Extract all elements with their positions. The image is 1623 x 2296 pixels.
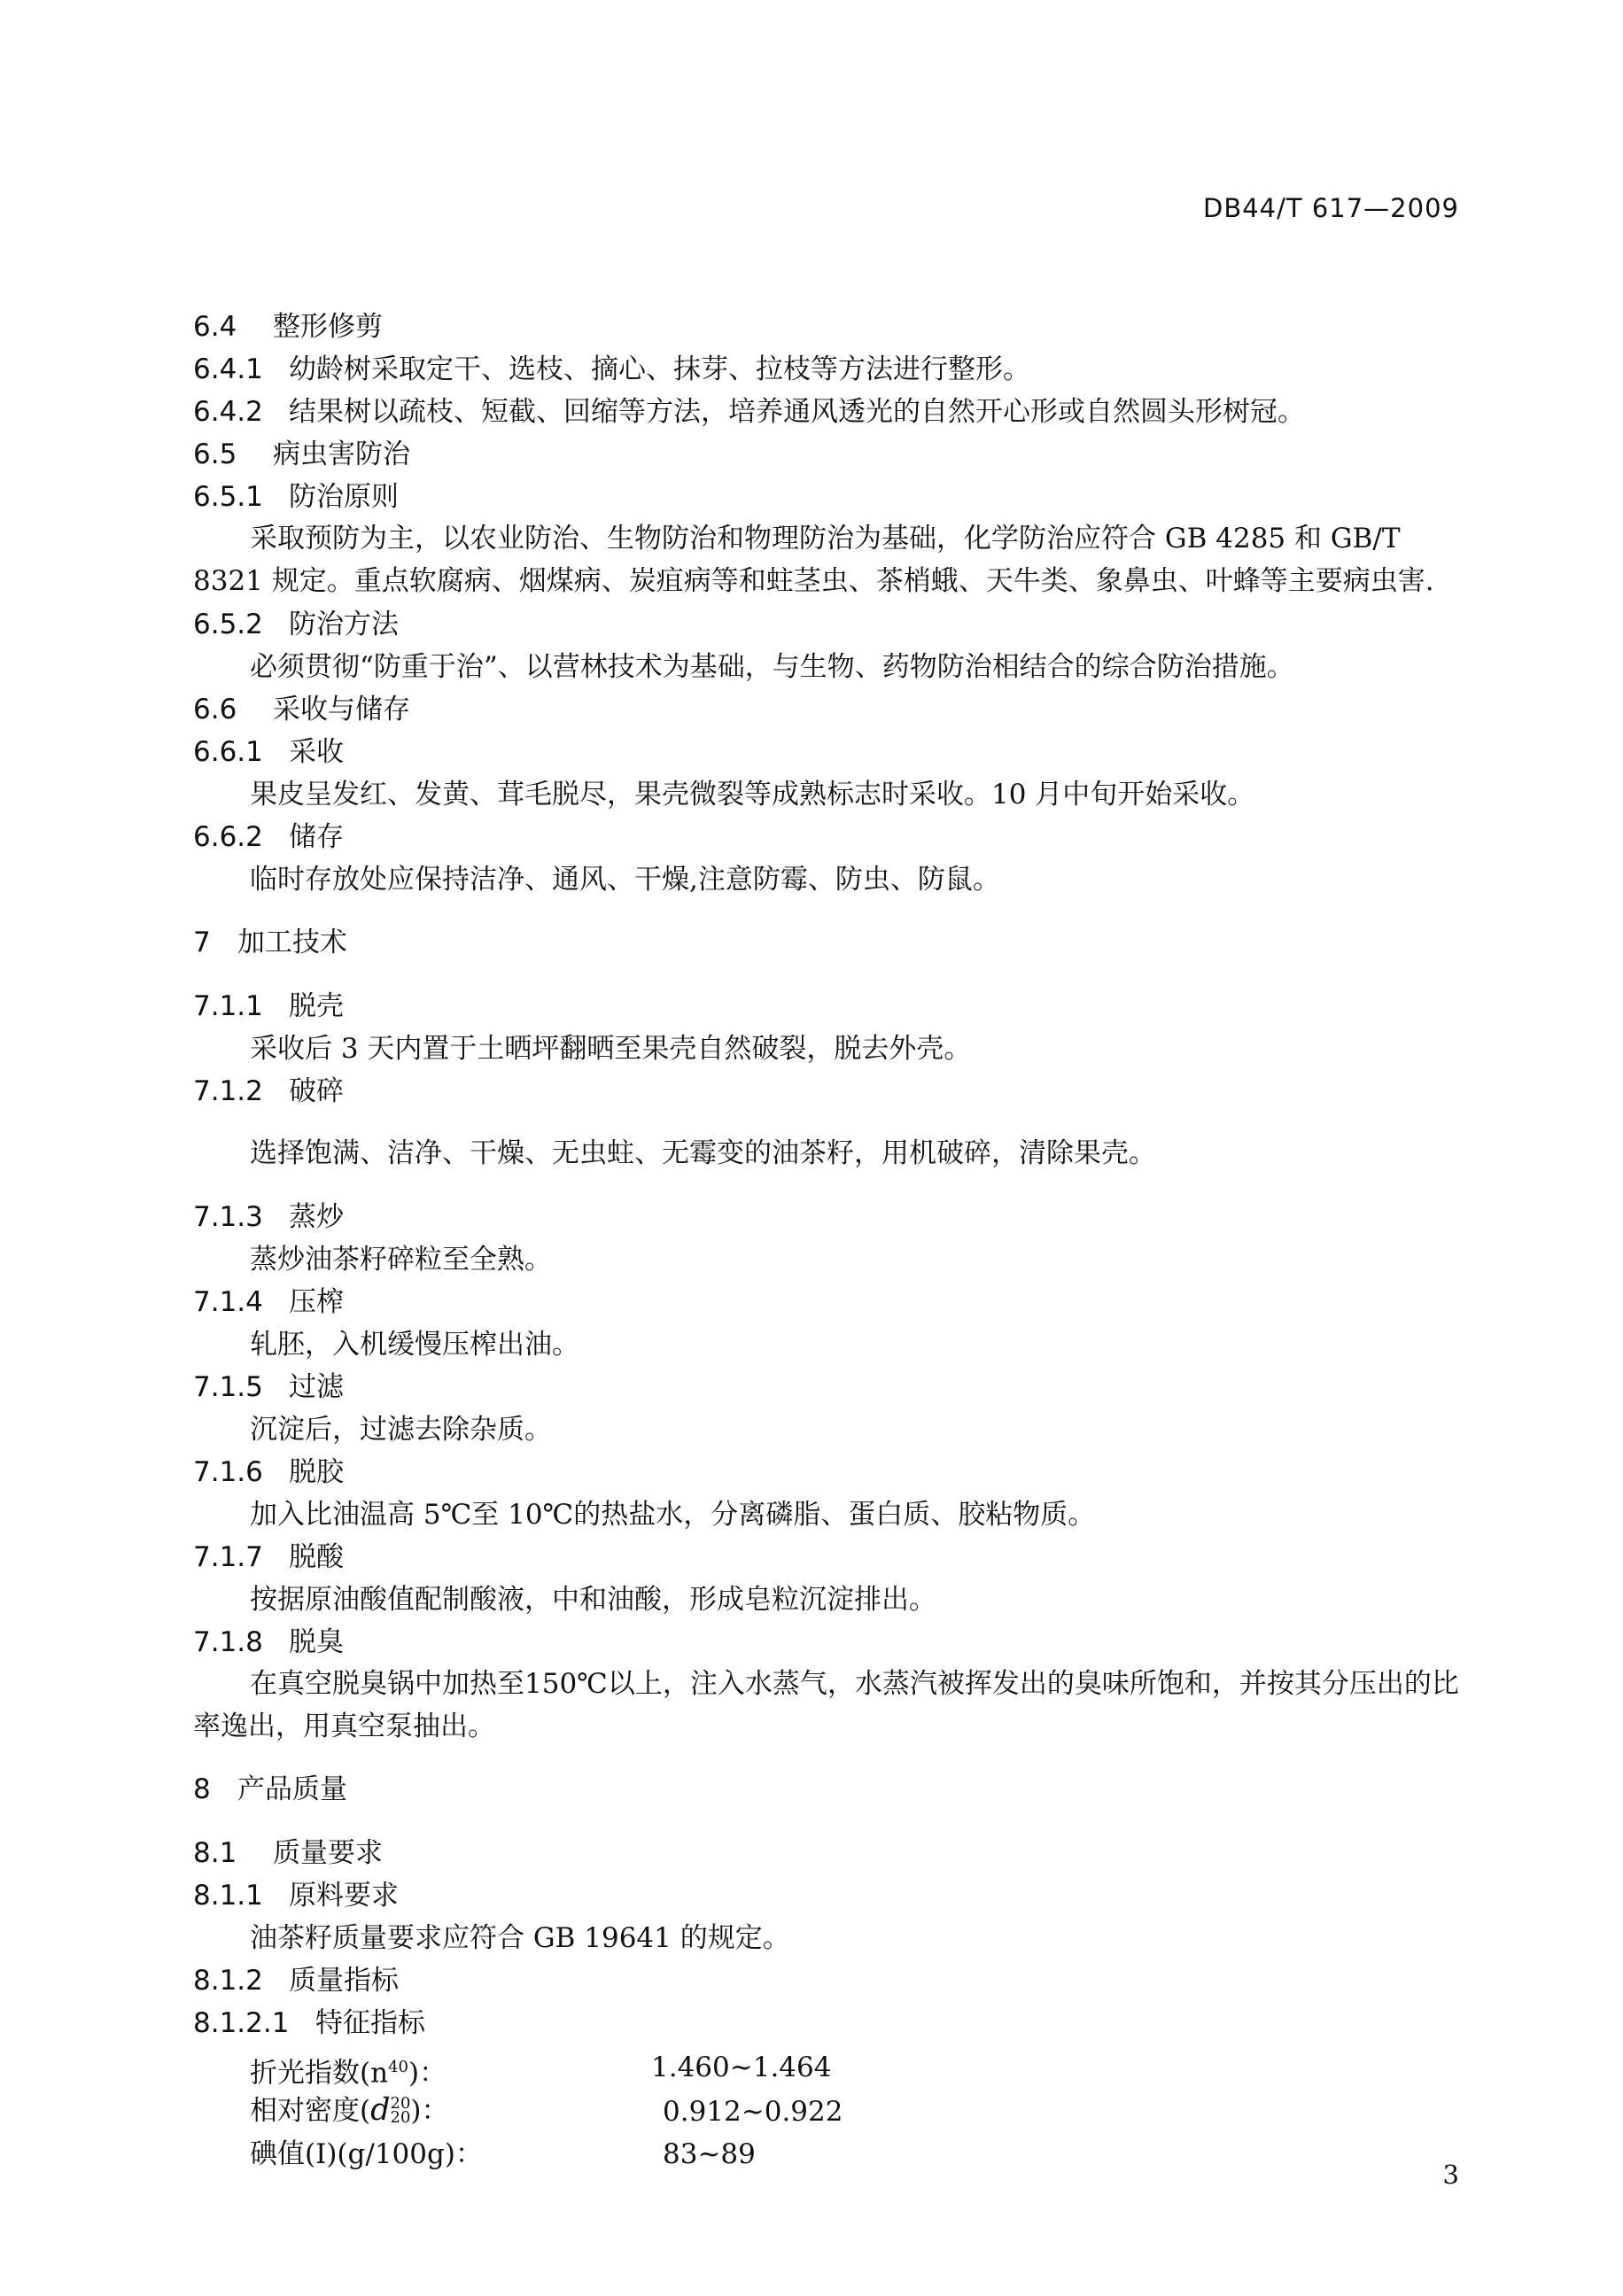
clause-title: 脱酸 xyxy=(289,1541,344,1573)
paragraph-8-1-1: 油茶籽质量要求应符合 GB 19641 的规定。 xyxy=(250,1922,790,1954)
paragraph-7-1-7: 按据原油酸值配制酸液，中和油酸，形成皂粒沉淀排出。 xyxy=(250,1584,936,1616)
page-number: 3 xyxy=(1442,2160,1459,2190)
heading-6-5 xyxy=(193,435,410,474)
clause-number: 7.1.7 xyxy=(193,1541,263,1573)
heading-6-6 xyxy=(193,690,410,729)
clause-title: 蒸炒 xyxy=(289,1201,344,1233)
label-subscript: 20 xyxy=(390,2107,411,2127)
paragraph-6-6-1: 果皮呈发红、发黄、茸毛脱尽，果壳微裂等成熟标志时采收。10 月中旬开始采收。 xyxy=(250,779,1255,811)
paragraph-7-1-2: 选择饱满、洁净、干燥、无虫蛀、无霉变的油茶籽，用机破碎，清除果壳。 xyxy=(250,1137,1156,1169)
clause-number: 6.4.1 xyxy=(193,353,263,385)
clause-number: 8.1.2.1 xyxy=(193,2007,290,2039)
section-title: 质量要求 xyxy=(273,1837,383,1869)
clause-title: 脱胶 xyxy=(289,1456,344,1488)
heading-7-1-5 xyxy=(193,1368,344,1407)
clause-title: 脱壳 xyxy=(289,990,344,1022)
clause-6-4-1 xyxy=(193,350,1030,389)
clause-number: 6.4.2 xyxy=(193,396,263,428)
clause-6-4-2 xyxy=(193,392,1305,431)
section-title: 采收与储存 xyxy=(273,694,410,725)
heading-6-6-1 xyxy=(193,733,344,772)
clause-title: 防治原则 xyxy=(289,481,399,513)
label-symbol: d xyxy=(370,2092,391,2128)
label-text: 相对密度( xyxy=(250,2095,371,2127)
clause-title: 破碎 xyxy=(289,1075,344,1107)
section-title: 整形修剪 xyxy=(273,311,383,343)
chapter-number: 7 xyxy=(193,927,211,958)
paragraph-6-5-1: 采取预防为主，以农业防治、生物防治和物理防治为基础，化学防治应符合 GB 4285 和 GB/T 8321 规定。重点软腐病、烟煤病、炭疽病等和蛀茎虫、茶梢蛾、天牛类、象鼻虫、叶蜂等主要病虫害. xyxy=(193,523,1434,597)
clause-number: 7.1.2 xyxy=(193,1075,263,1107)
clause-number: 6.6.2 xyxy=(193,821,263,853)
clause-number: 8.1.2 xyxy=(193,1965,263,1997)
paragraph-7-1-8: 在真空脱臭锅中加热至150℃以上，注入水蒸气，水蒸汽被挥发出的臭味所饱和，并按其分压出的比率逸出，用真空泵抽出。 xyxy=(193,1668,1459,1742)
heading-7-1-8 xyxy=(193,1623,344,1662)
label-superscript: 40 xyxy=(388,2058,408,2076)
clause-title: 防治方法 xyxy=(289,609,399,640)
heading-7-1-7 xyxy=(193,1538,344,1577)
clause-number: 7.1.3 xyxy=(193,1201,263,1233)
index-label-iodine xyxy=(250,2135,483,2174)
clause-number: 7.1.8 xyxy=(193,1626,263,1658)
paragraph-6-6-2: 临时存放处应保持洁净、通风、干燥,注意防霉、防虫、防鼠。 xyxy=(250,864,1000,896)
clause-number: 7.1.4 xyxy=(193,1286,263,1318)
label-scripts xyxy=(390,2093,411,2127)
section-title: 病虫害防治 xyxy=(273,438,410,470)
clause-number: 6.5.1 xyxy=(193,481,263,513)
heading-7-1-1 xyxy=(193,987,344,1026)
paragraph-6-5-2: 必须贯彻“防重于治”、以营林技术为基础，与生物、药物防治相结合的综合防治措施。 xyxy=(250,651,1294,683)
index-value-iodine: 83~89 xyxy=(663,2138,756,2170)
heading-8-1-1 xyxy=(193,1876,399,1915)
heading-7 xyxy=(193,923,347,962)
clause-title: 特征指标 xyxy=(315,2007,425,2039)
index-label-density xyxy=(250,2090,449,2130)
paragraph-7-1-5: 沉淀后，过滤去除杂质。 xyxy=(250,1414,552,1446)
label-text: )： xyxy=(408,2057,447,2090)
index-value-refractive: 1.460~1.464 xyxy=(651,2052,832,2083)
chapter-title: 产品质量 xyxy=(237,1773,347,1805)
clause-text: 幼龄树采取定干、选枝、摘心、抹芽、拉枝等方法进行整形。 xyxy=(289,353,1030,385)
clause-number: 7.1.1 xyxy=(193,990,263,1022)
clause-title: 质量指标 xyxy=(289,1965,399,1997)
chapter-number: 8 xyxy=(193,1773,211,1805)
paragraph-7-1-3: 蒸炒油茶籽碎粒至全熟。 xyxy=(250,1244,552,1276)
paragraph-7-1-6: 加入比油温高 5℃至 10℃的热盐水，分离磷脂、蛋白质、胶粘物质。 xyxy=(250,1499,1096,1531)
heading-7-1-3 xyxy=(193,1198,344,1237)
heading-8-1-2-1 xyxy=(193,2004,425,2043)
clause-title: 压榨 xyxy=(289,1286,344,1318)
heading-8-1-2 xyxy=(193,1961,399,2000)
clause-number: 8.1.1 xyxy=(193,1880,263,1912)
heading-7-1-2 xyxy=(193,1072,344,1111)
index-value-density: 0.912~0.922 xyxy=(663,2096,843,2128)
label-text: 碘值(I)(g/100g)： xyxy=(250,2138,483,2170)
index-label-refractive xyxy=(250,2048,447,2092)
heading-6-5-2 xyxy=(193,605,399,644)
section-number: 6.6 xyxy=(193,694,237,725)
label-text: 折光指数(n xyxy=(250,2057,389,2090)
heading-7-1-6 xyxy=(193,1453,344,1492)
clause-text: 结果树以疏枝、短截、回缩等方法，培养通风透光的自然开心形或自然圆头形树冠。 xyxy=(289,396,1305,428)
section-number: 8.1 xyxy=(193,1837,237,1869)
section-number: 6.4 xyxy=(193,311,237,343)
section-number: 6.5 xyxy=(193,438,237,470)
label-text: )： xyxy=(410,2095,449,2127)
clause-title: 采收 xyxy=(289,736,344,768)
heading-6-5-1 xyxy=(193,477,399,516)
standard-code: DB44/T 617—2009 xyxy=(1203,193,1459,223)
heading-6-6-2 xyxy=(193,818,344,857)
label-superscript: 20 xyxy=(390,2093,411,2113)
paragraph-7-1-1: 采收后 3 天内置于土晒坪翻晒至果壳自然破裂，脱去外壳。 xyxy=(250,1033,972,1065)
clause-number: 6.5.2 xyxy=(193,609,263,640)
chapter-title: 加工技术 xyxy=(237,927,347,958)
clause-number: 7.1.6 xyxy=(193,1456,263,1488)
clause-title: 脱臭 xyxy=(289,1626,344,1658)
clause-title: 过滤 xyxy=(289,1371,344,1403)
paragraph-7-1-4: 轧胚，入机缓慢压榨出油。 xyxy=(250,1329,579,1361)
heading-8-1 xyxy=(193,1834,383,1873)
clause-number: 7.1.5 xyxy=(193,1371,263,1403)
clause-title: 储存 xyxy=(289,821,344,853)
clause-title: 原料要求 xyxy=(289,1880,399,1912)
heading-8 xyxy=(193,1770,347,1809)
heading-6-4 xyxy=(193,307,383,346)
heading-7-1-4 xyxy=(193,1283,344,1322)
clause-number: 6.6.1 xyxy=(193,736,263,768)
